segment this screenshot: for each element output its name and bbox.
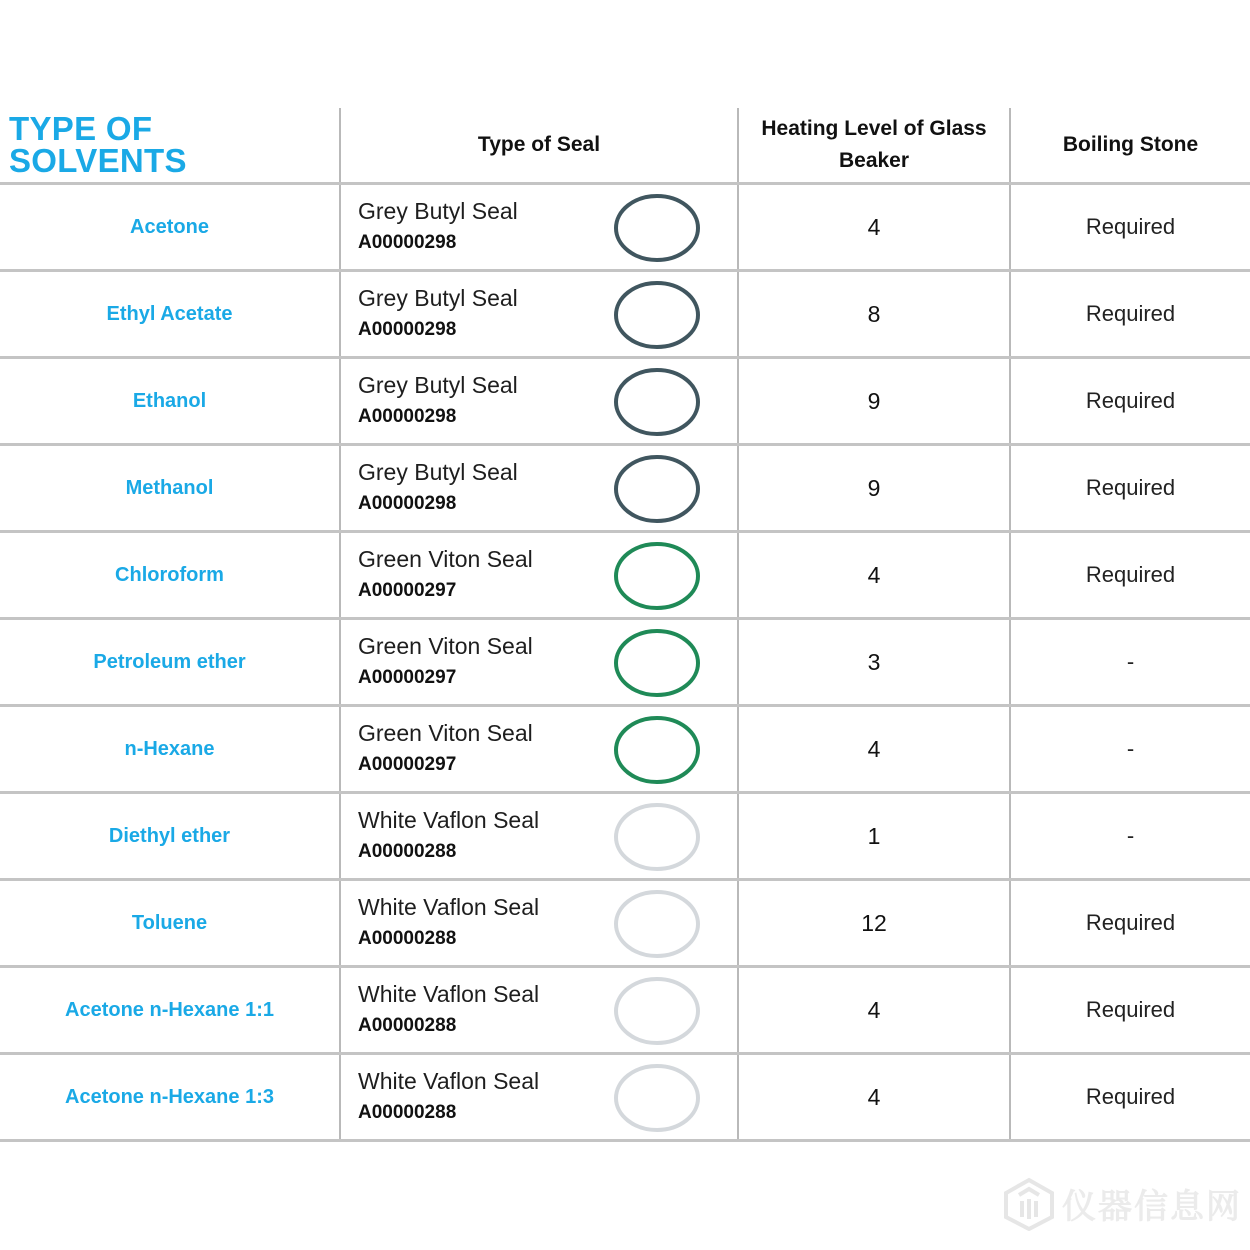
seal-code: A00000298 xyxy=(358,493,457,514)
boiling-stone: Required xyxy=(1010,271,1250,358)
heating-level: 4 xyxy=(738,706,1010,793)
header-heating-level xyxy=(738,108,1010,184)
solvent-seal-table xyxy=(0,108,1250,1142)
seal-ring-shape xyxy=(616,631,698,695)
seal-ring-icon xyxy=(613,280,703,352)
header-heating-level-line2: Beaker xyxy=(838,149,910,172)
seal-name: White Vaflon Seal xyxy=(358,807,540,833)
table-row xyxy=(0,358,1250,445)
table-row xyxy=(0,184,1250,271)
solvent-name: n-Hexane xyxy=(0,706,340,793)
table-row xyxy=(0,271,1250,358)
seal-name: Green Viton Seal xyxy=(358,633,533,659)
seal-cell xyxy=(340,619,738,706)
seal-name: White Vaflon Seal xyxy=(358,981,540,1007)
seal-cell xyxy=(340,880,738,967)
watermark xyxy=(1002,1175,1242,1235)
seal-ring-icon xyxy=(613,193,703,265)
heating-level: 12 xyxy=(738,880,1010,967)
solvent-name: Acetone n-Hexane 1:1 xyxy=(0,967,340,1054)
boiling-stone: Required xyxy=(1010,967,1250,1054)
seal-name: Grey Butyl Seal xyxy=(358,198,518,224)
heating-level: 4 xyxy=(738,184,1010,271)
boiling-stone: Required xyxy=(1010,358,1250,445)
table-row xyxy=(0,1054,1250,1141)
table-row xyxy=(0,706,1250,793)
table-row xyxy=(0,532,1250,619)
seal-cell xyxy=(340,706,738,793)
seal-ring-shape xyxy=(616,544,698,608)
seal-cell xyxy=(340,271,738,358)
seal-cell xyxy=(340,445,738,532)
seal-code: A00000288 xyxy=(358,928,457,949)
table-row xyxy=(0,619,1250,706)
solvent-name: Acetone xyxy=(0,184,340,271)
seal-text xyxy=(358,807,539,863)
seal-ring-shape xyxy=(616,370,698,434)
heating-level: 4 xyxy=(738,967,1010,1054)
seal-ring-icon xyxy=(613,715,703,787)
boiling-stone: Required xyxy=(1010,1054,1250,1141)
seal-ring-icon xyxy=(613,889,703,961)
table-row xyxy=(0,793,1250,880)
seal-ring-icon xyxy=(613,367,703,439)
boiling-stone: - xyxy=(1010,706,1250,793)
header-type-of-solvents: TYPE OF SOLVENTS xyxy=(0,108,340,184)
seal-cell xyxy=(340,793,738,880)
heating-level: 8 xyxy=(738,271,1010,358)
seal-code: A00000297 xyxy=(358,754,457,775)
seal-name: Grey Butyl Seal xyxy=(358,459,518,485)
seal-ring-icon xyxy=(613,802,703,874)
seal-text xyxy=(358,459,518,515)
seal-ring-shape xyxy=(616,892,698,956)
seal-text xyxy=(358,633,533,689)
heating-level: 9 xyxy=(738,358,1010,445)
seal-ring-shape xyxy=(616,196,698,260)
seal-code: A00000298 xyxy=(358,319,457,340)
boiling-stone: Required xyxy=(1010,532,1250,619)
seal-cell xyxy=(340,358,738,445)
seal-ring-icon xyxy=(613,541,703,613)
solvent-name: Chloroform xyxy=(0,532,340,619)
header-type-of-seal: Type of Seal xyxy=(340,108,738,184)
boiling-stone: Required xyxy=(1010,445,1250,532)
solvent-name: Ethanol xyxy=(0,358,340,445)
seal-text xyxy=(358,720,533,776)
header-boiling-stone: Boiling Stone xyxy=(1010,108,1250,184)
table-row xyxy=(0,967,1250,1054)
seal-name: Grey Butyl Seal xyxy=(358,372,518,398)
seal-ring-shape xyxy=(616,283,698,347)
seal-ring-shape xyxy=(616,457,698,521)
seal-cell xyxy=(340,1054,738,1141)
boiling-stone: - xyxy=(1010,619,1250,706)
watermark-text: 仪器信息网 xyxy=(1062,1187,1242,1227)
seal-cell xyxy=(340,532,738,619)
seal-code: A00000298 xyxy=(358,232,457,253)
seal-text xyxy=(358,372,518,428)
solvent-name: Diethyl ether xyxy=(0,793,340,880)
heating-level: 1 xyxy=(738,793,1010,880)
seal-text xyxy=(358,1068,539,1124)
seal-code: A00000288 xyxy=(358,1015,457,1036)
boiling-stone: Required xyxy=(1010,184,1250,271)
seal-name: Green Viton Seal xyxy=(358,546,533,572)
seal-text xyxy=(358,981,539,1037)
seal-code: A00000297 xyxy=(358,667,457,688)
solvent-name: Acetone n-Hexane 1:3 xyxy=(0,1054,340,1141)
seal-ring-shape xyxy=(616,805,698,869)
seal-text xyxy=(358,198,518,254)
heating-level: 3 xyxy=(738,619,1010,706)
table-header-row xyxy=(0,108,1250,184)
seal-name: White Vaflon Seal xyxy=(358,1068,540,1094)
seal-ring-icon xyxy=(613,1063,703,1135)
solvent-name: Toluene xyxy=(0,880,340,967)
seal-code: A00000298 xyxy=(358,406,457,427)
seal-code: A00000288 xyxy=(358,841,457,862)
seal-name: Grey Butyl Seal xyxy=(358,285,518,311)
seal-text xyxy=(358,285,518,341)
seal-text xyxy=(358,894,539,950)
boiling-stone: Required xyxy=(1010,880,1250,967)
heating-level: 4 xyxy=(738,532,1010,619)
seal-text xyxy=(358,546,533,602)
heating-level: 9 xyxy=(738,445,1010,532)
seal-ring-shape xyxy=(616,979,698,1043)
seal-ring-shape xyxy=(616,1066,698,1130)
seal-name: Green Viton Seal xyxy=(358,720,533,746)
table-row xyxy=(0,445,1250,532)
seal-cell xyxy=(340,184,738,271)
solvent-name: Ethyl Acetate xyxy=(0,271,340,358)
seal-cell xyxy=(340,967,738,1054)
solvent-name: Methanol xyxy=(0,445,340,532)
seal-ring-icon xyxy=(613,628,703,700)
watermark-logo-icon xyxy=(1002,1177,1056,1231)
seal-ring-icon xyxy=(613,976,703,1048)
seal-ring-icon xyxy=(613,454,703,526)
seal-name: White Vaflon Seal xyxy=(358,894,540,920)
seal-code: A00000288 xyxy=(358,1102,457,1123)
solvent-name: Petroleum ether xyxy=(0,619,340,706)
boiling-stone: - xyxy=(1010,793,1250,880)
seal-code: A00000297 xyxy=(358,580,457,601)
header-heating-level-line1: Heating Level of Glass xyxy=(761,117,987,140)
seal-ring-shape xyxy=(616,718,698,782)
table-row xyxy=(0,880,1250,967)
table-body xyxy=(0,184,1250,1141)
heating-level: 4 xyxy=(738,1054,1010,1141)
